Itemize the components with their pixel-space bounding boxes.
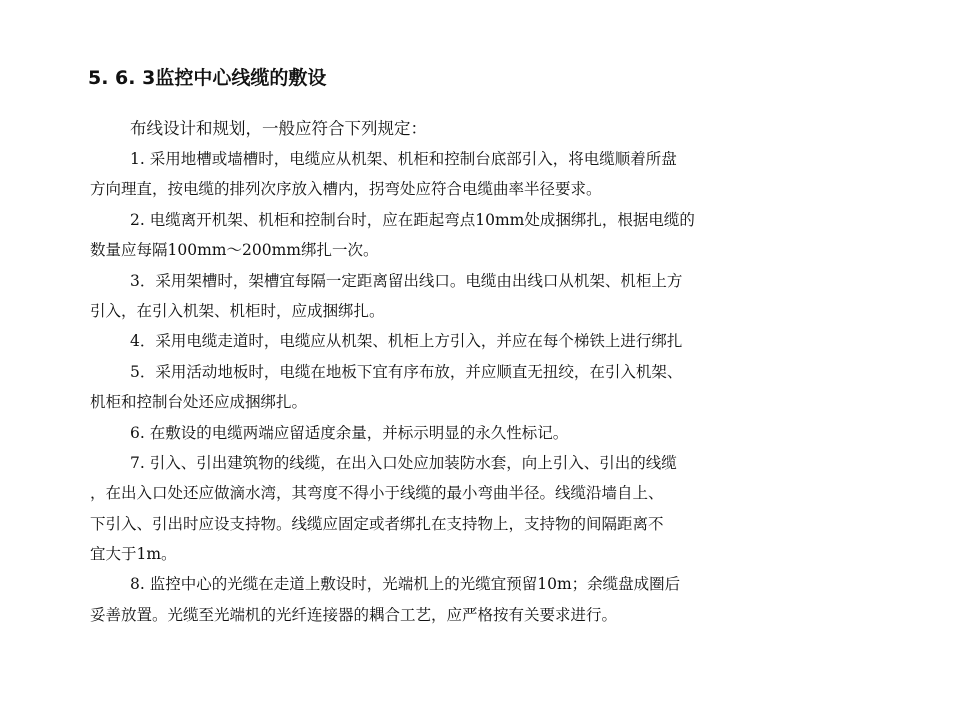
item-3-line-2: 引入，在引入机架、机柜时，应成捆绑扎。 (90, 301, 385, 320)
item-2-line-1: 2. 电缆离开机架、机柜和控制台时，应在距起弯点10mm处成捆绑扎，根据电缆的 (130, 210, 695, 229)
item-8-line-1: 8. 监控中心的光缆在走道上敷设时，光端机上的光缆宜预留10m；余缆盘成圈后 (130, 575, 681, 594)
item-7-line-3: 下引入、引出时应设支持物。线缆应固定或者绑扎在支持物上，支持物的间隔距离不 (90, 514, 664, 533)
body-text (90, 144, 882, 630)
item-1-line-1: 1. 采用地槽或墙槽时，电缆应从机架、机柜和控制台底部引入，将电缆顺着所盘 (130, 150, 677, 168)
item-1-line-2: 方向理直，按电缆的排列次序放入槽内，拐弯处应符合电缆曲率半径要求。 (90, 180, 602, 199)
item-7-line-1: 7. 引入、引出建筑物的线缆，在出入口处应加装防水套，向上引入、引出的线缆 (130, 453, 677, 472)
item-5-line-1: 5．采用活动地板时，电缆在地板下宜有序布放，并应顺直无扭绞，在引入机架、 (130, 362, 683, 381)
item-7-line-2: ，在出入口处还应做滴水湾，其弯度不得小于线缆的最小弯曲半径。线缆沿墙自上、 (90, 484, 664, 503)
item-7-line-4: 宜大于1m。 (90, 545, 177, 564)
intro-paragraph: 布线设计和规划，一般应符合下列规定： (130, 119, 427, 138)
item-8-line-2: 妥善放置。光缆至光端机的光纤连接器的耦合工艺，应严格按有关要求进行。 (90, 605, 618, 624)
item-4-line-1: 4．采用电缆走道时，电缆应从机架、机柜上方引入，并应在每个梯铁上进行绑扎 (130, 332, 683, 351)
item-5-line-2: 机柜和控制台处还应成捆绑扎。 (90, 393, 308, 412)
item-6-line-1: 6. 在敷设的电缆两端应留适度余量，并标示明显的永久性标记。 (130, 423, 569, 442)
section-title: 5. 6. 3监控中心线缆的敷设 (88, 67, 327, 89)
item-3-line-1: 3．采用架槽时，架槽宜每隔一定距离留出线口。电缆由出线口从机架、机柜上方 (130, 271, 683, 290)
item-2-line-2: 数量应每隔100mm～200mm绑扎一次。 (90, 241, 379, 260)
